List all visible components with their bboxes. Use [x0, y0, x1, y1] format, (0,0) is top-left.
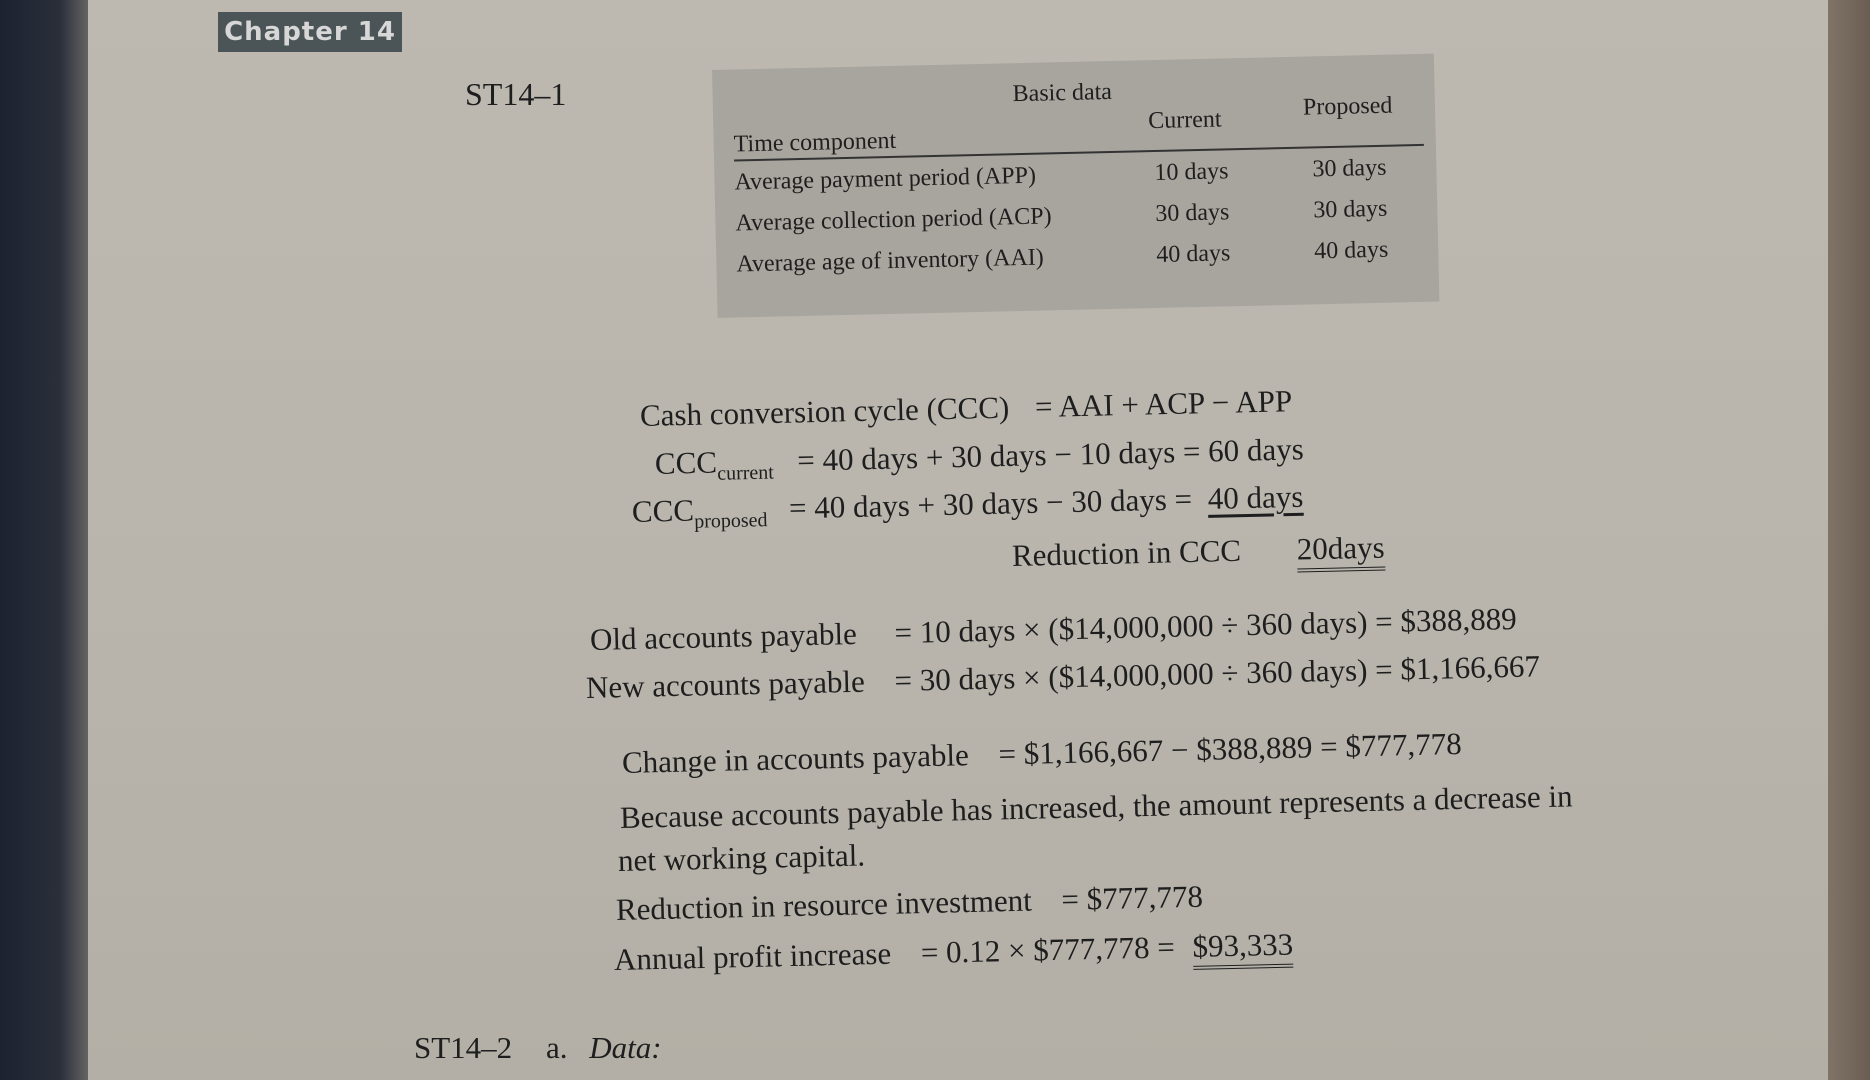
reduction-investment-formula: = $777,778: [1061, 878, 1204, 917]
ccc-current-sub: current: [716, 461, 775, 485]
ccc-reduction: [1012, 530, 1385, 574]
st14-2-part-title: Data:: [589, 1030, 662, 1065]
ccc-proposed-formula: = 40 days + 30 days − 30 days =: [788, 481, 1193, 526]
ccc-reduction-value: 20days: [1296, 530, 1385, 573]
problem-label-st14-2: ST14–2: [414, 1030, 513, 1065]
ccc-proposed-sub: proposed: [693, 509, 768, 533]
new-ap-label: New accounts payable: [585, 663, 866, 705]
ccc-proposed-base: CCC: [631, 492, 695, 529]
old-ap-formula: = 10 days × ($14,000,000 ÷ 360 days) = $388,889: [894, 600, 1518, 651]
reduction-investment-label: Reduction in resource investment: [615, 882, 1033, 927]
st14-2-part: a.: [545, 1030, 568, 1065]
row-acp-proposed: 30 days: [1313, 195, 1388, 224]
old-ap-label: Old accounts payable: [589, 615, 858, 657]
chapter-tag: Chapter 14: [218, 12, 402, 52]
row-acp-component: Average collection period (ACP): [735, 203, 1052, 237]
ccc-definition-label: Cash conversion cycle (CCC): [639, 389, 1010, 433]
new-ap-formula: = 30 days × ($14,000,000 ÷ 360 days) = $1,166,667: [894, 648, 1541, 698]
ccc-definition-formula: = AAI + ACP − APP: [1034, 383, 1293, 425]
ccc-reduction-label: Reduction in CCC: [1011, 532, 1242, 573]
ccc-proposed-result: 40 days: [1207, 478, 1304, 516]
profit-increase-result: $93,333: [1192, 927, 1294, 970]
profit-increase-formula: = 0.12 × $777,778 =: [920, 929, 1176, 971]
row-acp-current: 30 days: [1155, 199, 1230, 227]
problem-label-st14-1: ST14–1: [465, 76, 567, 112]
row-app-current: 10 days: [1154, 158, 1229, 186]
header-proposed: Proposed: [1302, 92, 1393, 121]
row-aai-current: 40 days: [1156, 240, 1231, 268]
change-ap-label: Change in accounts payable: [621, 737, 970, 780]
row-app-proposed: 30 days: [1312, 154, 1387, 183]
explanation-line-2: net working capital.: [617, 837, 866, 878]
st14-2-heading: [414, 1030, 662, 1066]
change-ap-formula: = $1,166,667 − $388,889 = $777,778: [998, 725, 1463, 772]
profit-increase-label: Annual profit increase: [613, 935, 892, 977]
row-app-component: Average payment period (APP): [734, 162, 1037, 196]
header-current: Current: [1147, 106, 1222, 135]
row-aai-proposed: 40 days: [1313, 236, 1389, 265]
ccc-current-base: CCC: [654, 444, 718, 481]
table-title: Basic data: [1012, 78, 1113, 108]
basic-data-table: [712, 54, 1439, 318]
explanation-line-1: Because accounts payable has increased, the amount represents a decrease in: [619, 778, 1573, 835]
header-time-component: Time component: [733, 127, 897, 158]
ccc-current-formula: = 40 days + 30 days − 10 days = 60 days: [796, 431, 1305, 478]
row-aai-component: Average age of inventory (AAI): [736, 244, 1045, 278]
